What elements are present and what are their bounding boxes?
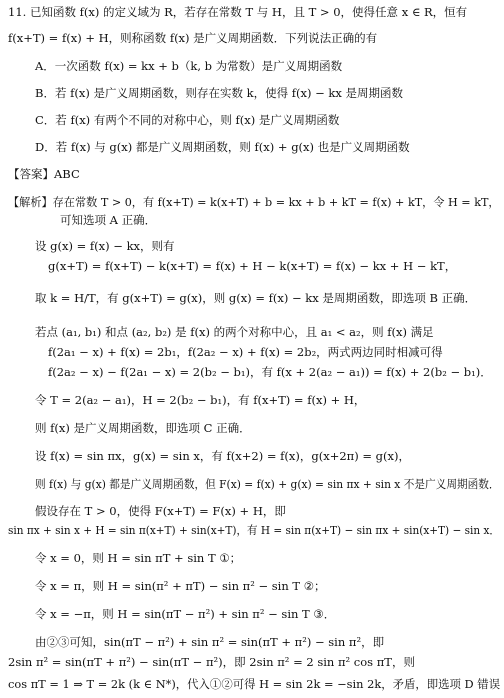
analysis-line: 若点 (a₁, b₁) 和点 (a₂, b₂) 是 f(x) 的两个对称中心，且 a₁ < a₂，则 f(x) 满足 [35,325,434,339]
analysis-line: 取 k = H/T，有 g(x+T) = g(x)，则 g(x) = f(x) − kx 是周期函数，即选项 B 正确． [35,291,477,305]
analysis-line: 令 T = 2(a₂ − a₁)，H = 2(b₂ − b₁)，有 f(x+T) = f(x) + H， [35,393,366,407]
analysis-line: 令 x = π，则 H = sin(π² + πT) − sin π² − sin T ②； [35,579,326,593]
answer-text: ABC [54,167,80,181]
analysis-line-1 [8,194,500,210]
analysis-line: 假设存在 T > 0，使得 F(x+T) = F(x) + H，即 [35,504,286,518]
answer-line [8,166,80,182]
analysis-tag: 【解析】 [8,195,53,209]
analysis-line: f(2a₂ − x) − f(2a₁ − x) = 2(b₂ − b₁)，有 f(x + 2(a₂ − a₁)) = f(x) + 2(b₂ − b₁)． [48,365,492,379]
option-b: B．若 f(x) 是广义周期函数，则存在实数 k，使得 f(x) − kx 是周期函数 [35,86,404,100]
analysis-line: f(2a₁ − x) + f(x) = 2b₁，f(2a₂ − x) + f(x) = 2b₂，两式两边同时相减可得 [48,345,443,359]
question-stem-line-2: f(x+T) = f(x) + H，则称函数 f(x) 是广义周期函数．下列说法正确的有 [8,31,378,45]
analysis-line: cos πT = 1 ⇒ T = 2k (k ∈ N*)，代入①②可得 H = sin 2k = −sin 2k，矛盾，即选项 D 错误 [8,677,501,691]
analysis-line: 由②③可知，sin(πT − π²) + sin π² = sin(πT + π²) − sin π²，即 [35,635,385,649]
analysis-line: 令 x = 0，则 H = sin πT + sin T ①； [35,551,242,565]
question-stem-line-1: 11. 已知函数 f(x) 的定义域为 R，若存在常数 T 与 H，且 T > 0，使得任意 x ∈ R，恒有 [8,5,468,19]
analysis-line: 设 f(x) = sin πx，g(x) = sin x，有 f(x+2) = f(x)，g(x+2π) = g(x)， [35,449,410,463]
analysis-line: 令 x = −π，则 H = sin(πT − π²) + sin π² − sin T ③． [35,607,336,621]
analysis-text: 存在常数 T > 0，有 f(x+T) = k(x+T) + b = kx + b + kT = f(x) + kT，令 H = kT， [52,195,500,209]
analysis-line: 可知选项 A 正确． [60,213,157,227]
analysis-line: sin πx + sin x + H = sin π(x+T) + sin(x+T)，有 H = sin π(x+T) − sin πx + sin(x+T) − sin x． [8,523,500,537]
analysis-line: g(x+T) = f(x+T) − k(x+T) = f(x) + H − k(x+T) = f(x) − kx + H − kT， [48,259,457,273]
analysis-line: 则 f(x) 与 g(x) 都是广义周期函数，但 F(x) = f(x) + g(x) = sin πx + sin x 不是广义周期函数． [35,477,500,491]
analysis-line: 2sin π² = sin(πT + π²) − sin(πT − π²)，即 2sin π² = 2 sin π² cos πT，则 [8,655,415,669]
option-a: A．一次函数 f(x) = kx + b（k, b 为常数）是广义周期函数 [35,59,343,73]
option-d: D．若 f(x) 与 g(x) 都是广义周期函数，则 f(x) + g(x) 也是广义周期函数 [35,140,410,154]
analysis-line: 设 g(x) = f(x) − kx，则有 [35,239,175,253]
option-c: C．若 f(x) 有两个不同的对称中心，则 f(x) 是广义周期函数 [35,113,340,127]
analysis-line: 则 f(x) 是广义周期函数，即选项 C 正确． [35,421,251,435]
answer-tag: 【答案】 [8,167,54,181]
